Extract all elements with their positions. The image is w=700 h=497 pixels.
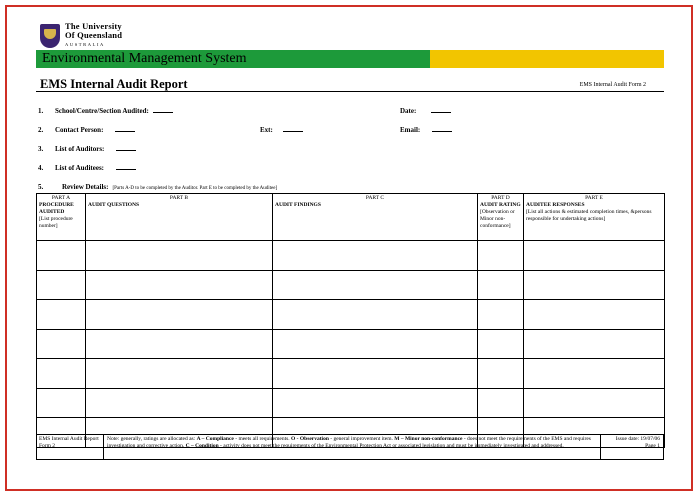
table-cell[interactable] — [37, 388, 86, 418]
table-cell[interactable] — [273, 270, 478, 300]
table-cell[interactable] — [86, 270, 273, 300]
table-cell[interactable] — [478, 359, 524, 389]
table-cell[interactable] — [478, 388, 524, 418]
table-cell[interactable] — [37, 300, 86, 330]
field-review — [38, 183, 277, 191]
field-label: Ext: — [260, 126, 273, 134]
column-header-part-d: PART D AUDIT RATING [Observation or Minor non-conformance] — [478, 194, 524, 241]
table-row — [37, 388, 665, 418]
table-cell[interactable] — [37, 329, 86, 359]
field-label: School/Centre/Section Audited: — [55, 107, 149, 115]
field-label: Review Details: — [62, 183, 109, 191]
logo-line-3: AUSTRALIA — [65, 42, 105, 47]
column-header-part-b: PART B AUDIT QUESTIONS — [86, 194, 273, 241]
table-cell[interactable] — [524, 388, 665, 418]
review-note: [Parts A-D to be completed by the Auditor. Part E to be completed by the Auditee] — [112, 186, 278, 191]
table-cell[interactable] — [273, 388, 478, 418]
form-code: EMS Internal Audit Form 2 — [579, 82, 646, 88]
field-label: List of Auditors: — [55, 145, 105, 153]
field-label: List of Auditees: — [55, 164, 104, 172]
date-input[interactable] — [431, 105, 451, 113]
field-auditees — [38, 162, 136, 172]
table-cell[interactable] — [86, 388, 273, 418]
table-cell[interactable] — [524, 359, 665, 389]
report-title: EMS Internal Audit Report — [40, 77, 188, 91]
auditees-input[interactable] — [116, 162, 136, 170]
table-cell[interactable] — [478, 329, 524, 359]
field-auditors — [38, 143, 136, 153]
table-cell[interactable] — [86, 329, 273, 359]
footer-form-name: EMS Internal Audit Report Form 2 — [37, 435, 104, 459]
field-date — [400, 105, 451, 115]
table-row — [37, 359, 665, 389]
table-row — [37, 300, 665, 330]
footer-rating-note: Note: generally, ratings are allocated as: A – Compliance - meets all requirements. O - Observation - general improvement item. M – Minor non-conformance - does not meet the requirements of the EMS and requires investigation and corrective action. C – Condition - activity does not meet the requirements of the Environmental Protection Act or associated legislation and must be immediately investigated and addressed. — [104, 435, 601, 459]
form-footer — [36, 434, 664, 460]
table-cell[interactable] — [86, 300, 273, 330]
field-number: 3. — [38, 145, 44, 153]
banner-title: Environmental Management System — [36, 50, 430, 68]
table-cell[interactable] — [478, 300, 524, 330]
issue-date: Issue date: 19/07/06 — [615, 436, 660, 442]
title-banner — [36, 50, 664, 68]
column-header-part-a: PART A PROCEDURE AUDITED [List procedure number] — [37, 194, 86, 241]
table-cell[interactable] — [273, 241, 478, 271]
ext-input[interactable] — [283, 124, 303, 132]
table-cell[interactable] — [86, 241, 273, 271]
field-number: 1. — [38, 107, 44, 115]
field-label: Contact Person: — [55, 126, 104, 134]
table-cell[interactable] — [524, 270, 665, 300]
contact-input[interactable] — [115, 124, 135, 132]
audit-table — [36, 193, 665, 448]
table-cell[interactable] — [273, 359, 478, 389]
field-ext — [260, 124, 303, 134]
field-label: Email: — [400, 126, 421, 134]
table-header-row — [37, 194, 665, 241]
column-header-part-e: PART E AUDITEE RESPONSES [List all actions & estimated completion times, &persons responsible for undertaking actions] — [524, 194, 665, 241]
table-cell[interactable] — [37, 270, 86, 300]
title-rule — [36, 91, 664, 92]
email-input[interactable] — [432, 124, 452, 132]
field-number: 4. — [38, 164, 44, 172]
crest-icon — [40, 24, 60, 48]
field-number: 2. — [38, 126, 44, 134]
field-number: 5. — [38, 183, 44, 191]
field-contact — [38, 124, 135, 134]
column-header-part-c: PART C AUDIT FINDINGS — [273, 194, 478, 241]
university-logo — [40, 22, 122, 49]
table-cell[interactable] — [273, 300, 478, 330]
table-cell[interactable] — [86, 359, 273, 389]
table-cell[interactable] — [478, 241, 524, 271]
school-input[interactable] — [153, 105, 173, 113]
table-row — [37, 270, 665, 300]
table-cell[interactable] — [37, 359, 86, 389]
table-row — [37, 329, 665, 359]
field-label: Date: — [400, 107, 417, 115]
logo-line-1: The University — [65, 21, 122, 31]
table-cell[interactable] — [273, 329, 478, 359]
logo-line-2: Of Queensland — [65, 30, 123, 40]
table-cell[interactable] — [37, 241, 86, 271]
banner-accent — [430, 50, 664, 68]
table-cell[interactable] — [524, 241, 665, 271]
table-cell[interactable] — [524, 300, 665, 330]
field-email — [400, 124, 452, 134]
table-row — [37, 241, 665, 271]
table-cell[interactable] — [524, 329, 665, 359]
field-school — [38, 105, 173, 115]
auditors-input[interactable] — [116, 143, 136, 151]
footer-issue — [601, 435, 663, 459]
table-cell[interactable] — [478, 270, 524, 300]
page-number: Page 1 — [645, 443, 660, 449]
